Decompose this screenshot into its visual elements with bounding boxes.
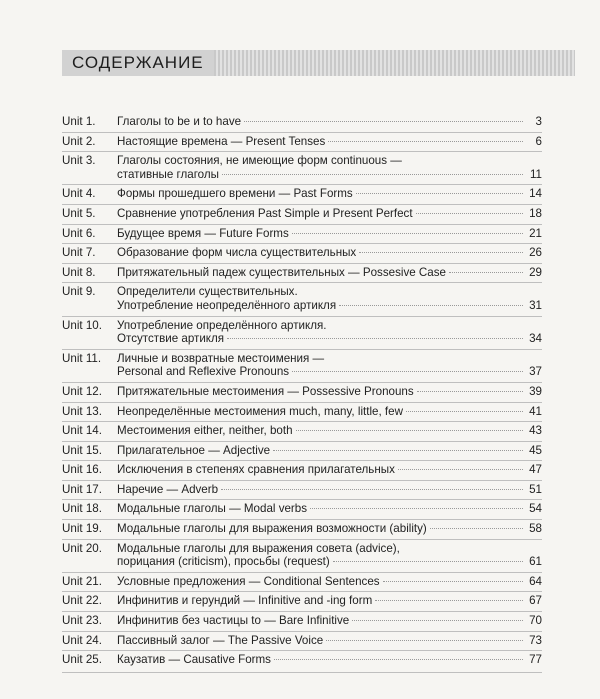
toc-unit-number: Unit 8.	[62, 265, 96, 279]
toc-entry-title-line: Формы прошедшего времени — Past Forms	[117, 187, 353, 201]
dot-leader	[430, 528, 523, 529]
toc-page-number: 51	[529, 482, 542, 496]
toc-page-number: 11	[529, 167, 542, 181]
toc-page-number: 64	[529, 574, 542, 588]
toc-entry-body	[117, 352, 542, 379]
toc-entry-title-line: Прилагательное — Adjective	[117, 443, 271, 457]
toc-entry-body	[117, 319, 542, 346]
toc-entry-title-row	[117, 168, 542, 182]
dot-leader	[273, 450, 523, 451]
dot-leader	[326, 640, 523, 641]
toc-page-number: 45	[529, 443, 542, 457]
toc-page-number: 3	[535, 115, 542, 128]
toc-unit-number: Unit 16.	[62, 463, 102, 477]
toc-entry-title-line: Исключения в степенях сравнения прилагательных	[117, 463, 395, 477]
toc-entry-body	[117, 207, 542, 221]
toc-entry-title-line: Определители существительных.	[117, 285, 298, 299]
toc-entry-title-row	[117, 653, 542, 667]
toc-unit-number: Unit 17.	[62, 482, 102, 496]
divider	[62, 672, 542, 673]
toc-page-number: 14	[529, 187, 542, 201]
toc-unit-number: Unit 5.	[62, 206, 96, 220]
dot-leader	[416, 213, 523, 214]
toc-entry-title-row	[117, 365, 542, 379]
toc-unit-number: Unit 22.	[62, 594, 102, 608]
toc-entry-title-row	[117, 424, 542, 438]
toc-entry-title-row	[117, 483, 542, 497]
dot-leader	[310, 508, 523, 509]
toc-page-number: 41	[529, 404, 542, 418]
toc-entry-title-line: Сравнение употребления Past Simple и Present Perfect	[117, 206, 413, 220]
toc-entry	[62, 591, 542, 611]
toc-page-number: 61	[529, 555, 542, 569]
toc-entry-title-line: Местоимения either, neither, both	[117, 424, 293, 438]
toc-entry	[62, 480, 542, 500]
toc-entry	[62, 421, 542, 441]
toc-entry-title-line: Личные и возвратные местоимения —	[117, 351, 325, 365]
dot-leader	[274, 659, 523, 660]
toc-unit-number: Unit 7.	[62, 246, 96, 260]
toc-unit-number: Unit 10.	[62, 318, 102, 332]
toc-entry-body	[117, 115, 542, 129]
toc-page-number: 58	[529, 522, 542, 536]
toc-entry	[62, 349, 542, 382]
toc-entry-title-line: Инфинитив и герундий — Infinitive and -ing form	[117, 594, 373, 608]
toc-unit-number: Unit 11.	[62, 351, 102, 365]
toc-page-number: 70	[529, 614, 542, 628]
toc-unit-number: Unit 12.	[62, 384, 102, 398]
contents-title: СОДЕРЖАНИЕ	[62, 50, 214, 76]
toc-entry-body	[117, 154, 542, 181]
toc-entry-title-row	[117, 332, 542, 346]
dot-leader	[449, 272, 523, 273]
toc-entry-title-line: Образование форм числа существительных	[117, 246, 357, 260]
toc-page-number: 31	[529, 298, 542, 312]
toc-entry	[62, 263, 542, 283]
toc-entry	[62, 113, 542, 132]
toc-page-number: 39	[529, 384, 542, 398]
dot-leader	[222, 174, 523, 175]
toc-entry	[62, 460, 542, 480]
toc-entry-title-row	[117, 187, 542, 201]
toc-entry-body	[117, 424, 542, 438]
toc-entry	[62, 572, 542, 592]
toc-entry-body	[117, 463, 542, 477]
toc-page-number: 73	[529, 633, 542, 647]
toc-entry	[62, 499, 542, 519]
toc-entry-title-row	[117, 463, 542, 477]
toc-entry	[62, 539, 542, 572]
toc-entry-title-line: Неопределённые местоимения much, many, little, few	[117, 404, 403, 418]
toc-page-number: 54	[529, 502, 542, 516]
toc-entry-title-line: стативные глаголы	[117, 167, 219, 181]
dot-leader	[328, 141, 523, 142]
toc-entry-title-line: Каузатив — Causative Forms	[117, 653, 271, 667]
toc-unit-number: Unit 20.	[62, 541, 102, 555]
toc-page-number: 77	[529, 653, 542, 667]
toc-entry	[62, 224, 542, 244]
toc-unit-number: Unit 13.	[62, 404, 102, 418]
toc-page-number: 34	[529, 332, 542, 346]
dot-leader	[406, 411, 523, 412]
dot-leader	[417, 391, 523, 392]
toc-unit-number: Unit 9.	[62, 285, 96, 299]
toc-entry-title-line: Инфинитив без частицы to — Bare Infinitive	[117, 614, 350, 628]
toc-entry-body	[117, 135, 542, 149]
toc-entry-title-line: Наречие — Adverb	[117, 482, 219, 496]
toc-entry-title-line: Модальные глаголы для выражения возможности (ability)	[117, 522, 427, 536]
toc-entry-title-line: Отсутствие артикля	[117, 332, 225, 346]
dot-leader	[292, 233, 523, 234]
toc-page-number: 6	[535, 134, 542, 148]
toc-entry-title-line: Настоящие времена — Present Tenses	[117, 134, 326, 148]
toc-entry	[62, 519, 542, 539]
toc-entry-body	[117, 187, 542, 201]
dot-leader	[383, 581, 523, 582]
toc-page-number: 67	[529, 594, 542, 608]
toc-page-number: 47	[529, 463, 542, 477]
toc-entry-title-row	[117, 266, 542, 280]
toc-entry	[62, 631, 542, 651]
toc-entry-title-line: Условные предложения — Conditional Sentences	[117, 574, 380, 588]
toc-unit-number: Unit 21.	[62, 574, 102, 588]
toc-entry-body	[117, 502, 542, 516]
toc-entry	[62, 382, 542, 402]
toc-unit-number: Unit 1.	[62, 115, 96, 128]
toc-entry-title-row	[117, 385, 542, 399]
toc-entry	[62, 611, 542, 631]
toc-entry-title-row	[117, 405, 542, 419]
toc-entry-body	[117, 483, 542, 497]
toc-entry	[62, 441, 542, 461]
toc-entry-title-line: Будущее время — Future Forms	[117, 226, 289, 240]
toc-entry	[62, 184, 542, 204]
toc-entry-title-line: Глаголы to be и to have	[117, 115, 242, 128]
toc-entry-body	[117, 405, 542, 419]
toc-entry-title-row	[117, 575, 542, 589]
toc-unit-number: Unit 23.	[62, 614, 102, 628]
toc-unit-number: Unit 14.	[62, 424, 102, 438]
toc-entry-title-line: порицания (criticism), просьбы (request)	[117, 555, 330, 569]
table-of-contents	[62, 113, 542, 670]
toc-entry-title-row	[117, 555, 542, 569]
toc-entry	[62, 243, 542, 263]
toc-entry-body	[117, 653, 542, 667]
toc-entry	[62, 132, 542, 152]
toc-entry-body	[117, 285, 542, 312]
toc-entry	[62, 650, 542, 670]
toc-entry-title-row	[117, 246, 542, 260]
toc-entry-title-row	[117, 135, 542, 149]
toc-unit-number: Unit 3.	[62, 154, 96, 168]
dot-leader	[296, 430, 523, 431]
dot-leader	[375, 600, 523, 601]
dot-leader	[398, 469, 523, 470]
dot-leader	[221, 489, 523, 490]
dot-leader	[333, 561, 523, 562]
toc-unit-number: Unit 15.	[62, 443, 102, 457]
toc-page-number: 21	[529, 226, 542, 240]
contents-header-band	[62, 50, 575, 76]
toc-entry-title-line: Притяжательные местоимения — Possessive Pronouns	[117, 384, 414, 398]
toc-entry-title-line: Модальные глаголы — Modal verbs	[117, 502, 308, 516]
toc-entry-title-row	[117, 207, 542, 221]
toc-page-number: 43	[529, 424, 542, 438]
dot-leader	[352, 620, 523, 621]
dot-leader	[359, 252, 523, 253]
toc-entry-body	[117, 634, 542, 648]
toc-entry	[62, 282, 542, 315]
toc-page-number: 26	[529, 246, 542, 260]
toc-entry-body	[117, 542, 542, 569]
toc-entry	[62, 316, 542, 349]
toc-page-number: 29	[529, 265, 542, 279]
dot-leader	[227, 338, 523, 339]
toc-entry-body	[117, 614, 542, 628]
dot-leader	[244, 121, 523, 122]
toc-entry-title-line: Пассивный залог — The Passive Voice	[117, 633, 324, 647]
toc-entry-title-row	[117, 614, 542, 628]
toc-page-number: 18	[529, 206, 542, 220]
toc-unit-number: Unit 2.	[62, 134, 96, 148]
toc-entry-title-line: Модальные глаголы для выражения совета (advice),	[117, 541, 400, 555]
toc-entry-title-line: Употребление неопределённого артикля	[117, 298, 337, 312]
toc-entry-title-line: Притяжательный падеж существительных — Possesive Case	[117, 265, 446, 279]
toc-entry-body	[117, 575, 542, 589]
toc-entry-body	[117, 246, 542, 260]
toc-entry-title-row	[117, 634, 542, 648]
toc-unit-number: Unit 24.	[62, 633, 102, 647]
toc-entry	[62, 204, 542, 224]
toc-entry-title-row	[117, 299, 542, 313]
toc-entry-title-line: Употребление определённого артикля.	[117, 318, 327, 332]
toc-unit-number: Unit 6.	[62, 226, 96, 240]
toc-entry-title-row	[117, 227, 542, 241]
toc-entry-title-row	[117, 522, 542, 536]
toc-entry-body	[117, 444, 542, 458]
toc-entry	[62, 402, 542, 422]
toc-entry-body	[117, 227, 542, 241]
toc-entry-title-row	[117, 115, 542, 129]
toc-entry-title-line: Personal and Reflexive Pronouns	[117, 365, 290, 379]
toc-unit-number: Unit 25.	[62, 653, 102, 667]
toc-entry-title-row	[117, 444, 542, 458]
dot-leader	[356, 193, 523, 194]
dot-leader	[339, 305, 523, 306]
toc-entry-title-row	[117, 594, 542, 608]
toc-unit-number: Unit 4.	[62, 187, 96, 201]
toc-unit-number: Unit 18.	[62, 502, 102, 516]
toc-entry-title-row	[117, 502, 542, 516]
toc-unit-number: Unit 19.	[62, 522, 102, 536]
toc-entry	[62, 151, 542, 184]
toc-entry-body	[117, 385, 542, 399]
dot-leader	[292, 371, 523, 372]
toc-entry-body	[117, 266, 542, 280]
toc-entry-body	[117, 522, 542, 536]
toc-entry-body	[117, 594, 542, 608]
toc-page-number: 37	[529, 365, 542, 379]
toc-entry-title-line: Глаголы состояния, не имеющие форм continuous —	[117, 154, 402, 168]
